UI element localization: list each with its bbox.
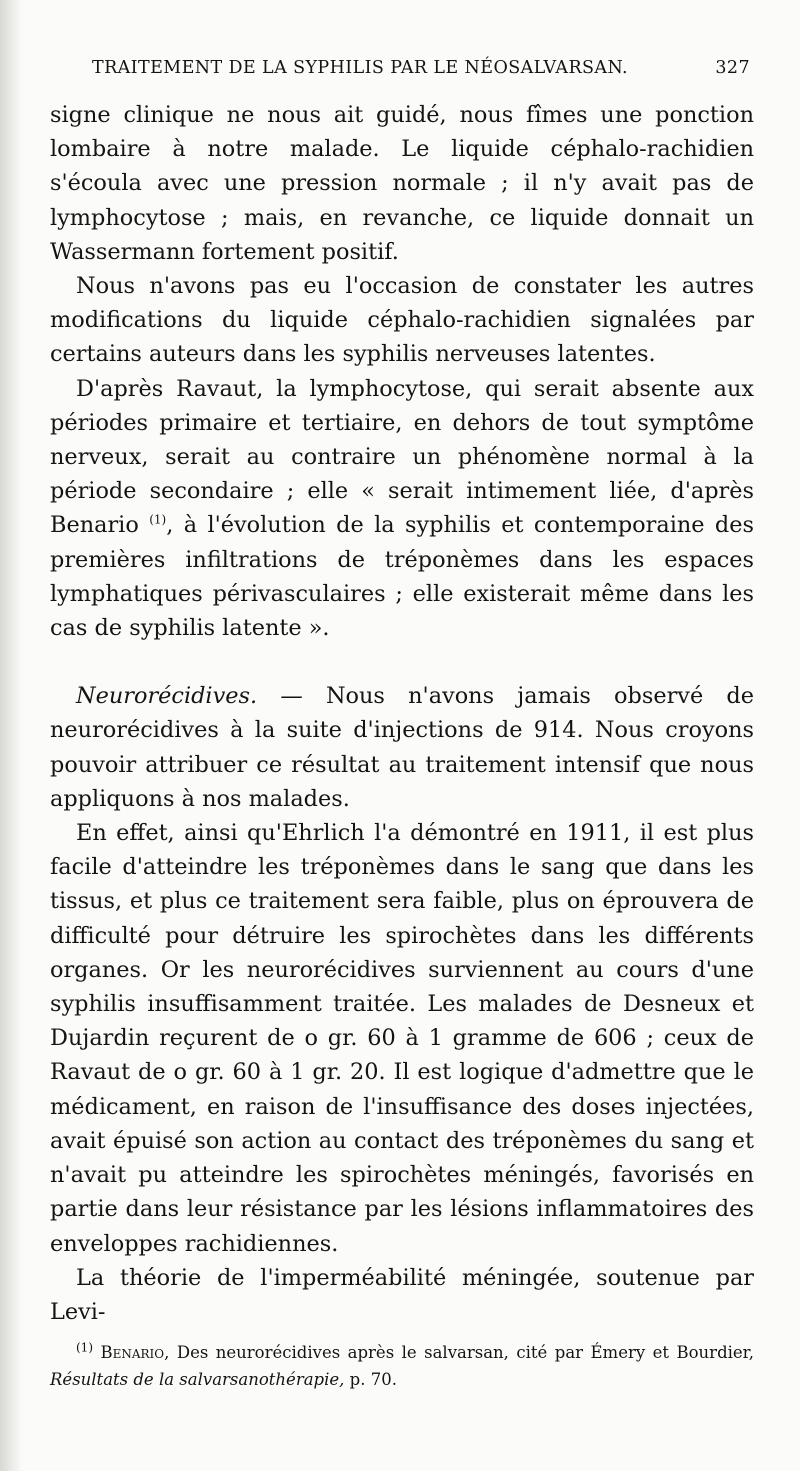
paragraph: En effet, ainsi qu'Ehrlich l'a démontré en 1911, il est plus facile d'atteindre les tréponèmes dans le sang que dans les tissus, et plus ce traitement sera faible, plus on éprouvera de difficulté pour détruire les spirochètes dans les différents organes. Or les neurorécidives surviennent au cours d'une syphilis insuffisamment traitée. Les malades de Desneux et Dujardin reçurent de o gr. 60 à 1 gramme de 606 ; ceux de Ravaut de o gr. 60 à 1 gr. 20. Il est logique d'admettre que le médicament, en raison de l'insuffisance des doses injectées, avait épuisé son action au contact des tréponèmes du sang et n'avait pu atteindre les spirochètes méningés, favorisés en partie dans leur résistance par les lésions inflammatoires des enveloppes rachidiennes. (50, 820, 754, 1257)
running-head (50, 58, 754, 78)
page-number: 327 (715, 58, 750, 78)
footnote-marker: (1) (76, 1340, 93, 1355)
paragraph-text: D'après Ravaut, la lymphocytose, qui serait absente aux périodes primaire et tertiaire, en dehors de tout symptôme nerveux, serait au contraire un phénomène normal à la période secondaire ; elle « serait intimement liée, d'après Benario (50, 375, 754, 539)
section-paragraph (50, 679, 754, 816)
footnote-work-title: Résultats de la salvarsanothérapie, (50, 1370, 345, 1390)
paragraph: D'après Ravaut, la lymphocytose, qui serait absente aux périodes primaire et tertiaire, en dehors de tout symptôme nerveux, serait au contraire un phénomène normal à la période secondaire ; elle « serait intimement liée, d'après Benario $^{(1)}$, à l'évolution de la syphilis et contemporaine des premières infiltrations de tréponèmes dans les espaces lymphatiques périvasculaires ; elle existerait même dans les cas de syphilis latente ». (50, 375, 754, 642)
paragraph: Nous n'avons pas eu l'occasion de constater les autres modifications du liquide céphalo-rachidien signalées par certains auteurs dans les syphilis nerveuses latentes. (50, 273, 754, 368)
running-head-title: TRAITEMENT DE LA SYPHILIS PAR LE NÉOSALVARSAN. (92, 58, 629, 78)
footnote-text: Des neurorécidives après le salvarsan, cité par Émery et Bourdier, (176, 1343, 754, 1363)
footnotes (50, 1339, 754, 1393)
section-heading: Neurorécidives. — (76, 683, 303, 710)
paragraph: signe clinique ne nous ait guidé, nous fîmes une ponction lombaire à notre malade. Le liquide céphalo-rachidien s'écoula avec une pression normale ; il n'y avait pas de lymphocytose ; mais, en revanche, ce liquide donnait un Wassermann fortement positif. (50, 102, 754, 265)
main-text (50, 98, 754, 1329)
footnote-page: p. 70. (349, 1370, 397, 1390)
footnote-author: Benario, (100, 1343, 170, 1363)
footnote-reference: (1) (149, 512, 167, 527)
section-text: Nous n'avons jamais observé de neurorécidives à la suite d'injections de 914. Nous croyons pouvoir attribuer ce résultat au traitement intensif que nous appliquons à nos malades. (50, 683, 754, 812)
footnote (50, 1339, 754, 1393)
paragraph-text-continued: à l'évolution de la syphilis et contemporaine des premières infiltrations de tréponèmes dans les espaces lymphatiques périvasculaires ; elle existerait même dans les cas de syphilis latente ». (50, 512, 754, 642)
paragraph: La théorie de l'imperméabilité méningée, soutenue par Levi- (50, 1264, 754, 1325)
